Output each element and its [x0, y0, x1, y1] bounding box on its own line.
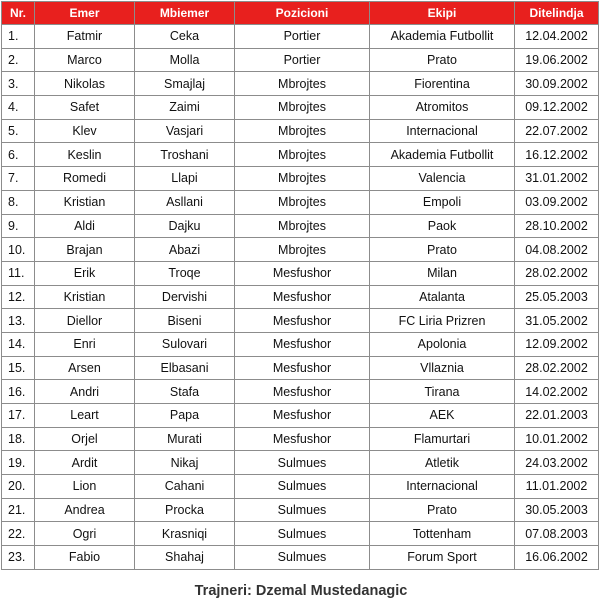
cell-mbiemer: Elbasani [135, 356, 235, 380]
cell-mbiemer: Nikaj [135, 451, 235, 475]
cell-nr: 23. [2, 546, 35, 570]
cell-ditelindja: 10.01.2002 [515, 427, 599, 451]
cell-nr: 19. [2, 451, 35, 475]
table-row [2, 143, 599, 167]
cell-mbiemer: Zaimi [135, 96, 235, 120]
cell-nr: 4. [2, 96, 35, 120]
header-nr: Nr. [2, 2, 35, 25]
cell-ditelindja: 30.05.2003 [515, 498, 599, 522]
cell-mbiemer: Vasjari [135, 119, 235, 143]
cell-pozicioni: Mesfushor [235, 261, 370, 285]
cell-emer: Ardit [35, 451, 135, 475]
cell-pozicioni: Mesfushor [235, 427, 370, 451]
cell-ekipi: Akademia Futbollit [370, 25, 515, 49]
cell-ekipi: Internacional [370, 119, 515, 143]
cell-mbiemer: Asllani [135, 190, 235, 214]
table-row [2, 214, 599, 238]
cell-ditelindja: 28.02.2002 [515, 356, 599, 380]
cell-pozicioni: Sulmues [235, 522, 370, 546]
table-row [2, 96, 599, 120]
cell-nr: 7. [2, 167, 35, 191]
cell-mbiemer: Llapi [135, 167, 235, 191]
table-row [2, 167, 599, 191]
table-row [2, 309, 599, 333]
cell-emer: Fatmir [35, 25, 135, 49]
table-body [2, 25, 599, 570]
cell-ditelindja: 14.02.2002 [515, 380, 599, 404]
cell-mbiemer: Dajku [135, 214, 235, 238]
table-row [2, 356, 599, 380]
cell-nr: 15. [2, 356, 35, 380]
cell-ekipi: Internacional [370, 475, 515, 499]
cell-ekipi: Prato [370, 238, 515, 262]
cell-pozicioni: Mbrojtes [235, 238, 370, 262]
table-row [2, 380, 599, 404]
cell-ditelindja: 12.09.2002 [515, 332, 599, 356]
cell-pozicioni: Sulmues [235, 475, 370, 499]
cell-ekipi: Vllaznia [370, 356, 515, 380]
cell-pozicioni: Mbrojtes [235, 119, 370, 143]
cell-pozicioni: Mesfushor [235, 332, 370, 356]
cell-ekipi: Valencia [370, 167, 515, 191]
cell-ditelindja: 30.09.2002 [515, 72, 599, 96]
cell-pozicioni: Portier [235, 48, 370, 72]
cell-ekipi: Akademia Futbollit [370, 143, 515, 167]
cell-nr: 10. [2, 238, 35, 262]
cell-nr: 14. [2, 332, 35, 356]
cell-nr: 8. [2, 190, 35, 214]
cell-emer: Aldi [35, 214, 135, 238]
cell-ekipi: Prato [370, 48, 515, 72]
cell-mbiemer: Stafa [135, 380, 235, 404]
cell-pozicioni: Sulmues [235, 546, 370, 570]
cell-pozicioni: Mesfushor [235, 285, 370, 309]
table-row [2, 48, 599, 72]
cell-pozicioni: Portier [235, 25, 370, 49]
cell-emer: Leart [35, 404, 135, 428]
cell-mbiemer: Murati [135, 427, 235, 451]
cell-ditelindja: 31.05.2002 [515, 309, 599, 333]
table-row [2, 451, 599, 475]
cell-pozicioni: Mbrojtes [235, 190, 370, 214]
cell-emer: Kristian [35, 190, 135, 214]
cell-nr: 1. [2, 25, 35, 49]
cell-nr: 9. [2, 214, 35, 238]
cell-ekipi: Apolonia [370, 332, 515, 356]
cell-ditelindja: 04.08.2002 [515, 238, 599, 262]
coach-caption: Trajneri: Dzemal Mustedanagic [194, 583, 408, 599]
cell-ekipi: Tirana [370, 380, 515, 404]
cell-nr: 17. [2, 404, 35, 428]
table-row [2, 72, 599, 96]
cell-ditelindja: 09.12.2002 [515, 96, 599, 120]
table-row [2, 475, 599, 499]
cell-emer: Brajan [35, 238, 135, 262]
header-emer: Emer [35, 2, 135, 25]
cell-pozicioni: Mesfushor [235, 380, 370, 404]
header-pozicioni: Pozicioni [235, 2, 370, 25]
cell-emer: Safet [35, 96, 135, 120]
cell-mbiemer: Shahaj [135, 546, 235, 570]
cell-mbiemer: Dervishi [135, 285, 235, 309]
table-row [2, 190, 599, 214]
table-row [2, 238, 599, 262]
table-row [2, 25, 599, 49]
header-ditelindja: Ditelindja [515, 2, 599, 25]
cell-emer: Marco [35, 48, 135, 72]
cell-ditelindja: 11.01.2002 [515, 475, 599, 499]
cell-mbiemer: Cahani [135, 475, 235, 499]
cell-ekipi: FC Liria Prizren [370, 309, 515, 333]
cell-emer: Fabio [35, 546, 135, 570]
table-row [2, 261, 599, 285]
cell-ditelindja: 19.06.2002 [515, 48, 599, 72]
cell-pozicioni: Mesfushor [235, 404, 370, 428]
cell-emer: Enri [35, 332, 135, 356]
cell-nr: 11. [2, 261, 35, 285]
cell-emer: Klev [35, 119, 135, 143]
cell-mbiemer: Molla [135, 48, 235, 72]
cell-nr: 5. [2, 119, 35, 143]
cell-mbiemer: Ceka [135, 25, 235, 49]
cell-ditelindja: 28.10.2002 [515, 214, 599, 238]
cell-emer: Orjel [35, 427, 135, 451]
cell-ditelindja: 25.05.2003 [515, 285, 599, 309]
cell-emer: Keslin [35, 143, 135, 167]
table-row [2, 332, 599, 356]
cell-ditelindja: 03.09.2002 [515, 190, 599, 214]
cell-emer: Lion [35, 475, 135, 499]
cell-emer: Erik [35, 261, 135, 285]
cell-ditelindja: 31.01.2002 [515, 167, 599, 191]
cell-ekipi: Tottenham [370, 522, 515, 546]
cell-mbiemer: Sulovari [135, 332, 235, 356]
cell-emer: Romedi [35, 167, 135, 191]
table-row [2, 404, 599, 428]
cell-mbiemer: Krasniqi [135, 522, 235, 546]
cell-ekipi: Flamurtari [370, 427, 515, 451]
cell-nr: 2. [2, 48, 35, 72]
cell-pozicioni: Mesfushor [235, 356, 370, 380]
cell-nr: 22. [2, 522, 35, 546]
cell-mbiemer: Biseni [135, 309, 235, 333]
cell-pozicioni: Mbrojtes [235, 167, 370, 191]
cell-mbiemer: Smajlaj [135, 72, 235, 96]
cell-nr: 16. [2, 380, 35, 404]
table-row [2, 427, 599, 451]
cell-mbiemer: Procka [135, 498, 235, 522]
cell-emer: Arsen [35, 356, 135, 380]
cell-pozicioni: Mbrojtes [235, 96, 370, 120]
cell-nr: 3. [2, 72, 35, 96]
cell-ditelindja: 16.12.2002 [515, 143, 599, 167]
cell-ekipi: Milan [370, 261, 515, 285]
cell-ekipi: Atromitos [370, 96, 515, 120]
cell-ekipi: Empoli [370, 190, 515, 214]
cell-ditelindja: 07.08.2003 [515, 522, 599, 546]
cell-pozicioni: Sulmues [235, 498, 370, 522]
cell-emer: Kristian [35, 285, 135, 309]
cell-pozicioni: Mbrojtes [235, 214, 370, 238]
cell-ditelindja: 22.07.2002 [515, 119, 599, 143]
table-row [2, 546, 599, 570]
players-table [1, 1, 599, 570]
cell-ekipi: Atalanta [370, 285, 515, 309]
cell-nr: 21. [2, 498, 35, 522]
table-header-row [2, 2, 599, 25]
cell-ekipi: Forum Sport [370, 546, 515, 570]
table-row [2, 498, 599, 522]
cell-pozicioni: Mesfushor [235, 309, 370, 333]
cell-ditelindja: 28.02.2002 [515, 261, 599, 285]
cell-emer: Andri [35, 380, 135, 404]
cell-emer: Ogri [35, 522, 135, 546]
cell-ditelindja: 16.06.2002 [515, 546, 599, 570]
cell-ditelindja: 22.01.2003 [515, 404, 599, 428]
cell-nr: 20. [2, 475, 35, 499]
cell-pozicioni: Sulmues [235, 451, 370, 475]
cell-nr: 18. [2, 427, 35, 451]
cell-nr: 6. [2, 143, 35, 167]
cell-mbiemer: Troqe [135, 261, 235, 285]
cell-ekipi: Atletik [370, 451, 515, 475]
header-mbiemer: Mbiemer [135, 2, 235, 25]
cell-pozicioni: Mbrojtes [235, 72, 370, 96]
cell-ditelindja: 12.04.2002 [515, 25, 599, 49]
cell-ekipi: Paok [370, 214, 515, 238]
cell-nr: 12. [2, 285, 35, 309]
cell-ekipi: AEK [370, 404, 515, 428]
cell-emer: Andrea [35, 498, 135, 522]
table-row [2, 285, 599, 309]
cell-emer: Nikolas [35, 72, 135, 96]
table-row [2, 522, 599, 546]
cell-ekipi: Fiorentina [370, 72, 515, 96]
cell-mbiemer: Abazi [135, 238, 235, 262]
cell-nr: 13. [2, 309, 35, 333]
header-ekipi: Ekipi [370, 2, 515, 25]
cell-pozicioni: Mbrojtes [235, 143, 370, 167]
cell-ekipi: Prato [370, 498, 515, 522]
cell-mbiemer: Papa [135, 404, 235, 428]
table-row [2, 119, 599, 143]
cell-emer: Diellor [35, 309, 135, 333]
cell-ditelindja: 24.03.2002 [515, 451, 599, 475]
cell-mbiemer: Troshani [135, 143, 235, 167]
